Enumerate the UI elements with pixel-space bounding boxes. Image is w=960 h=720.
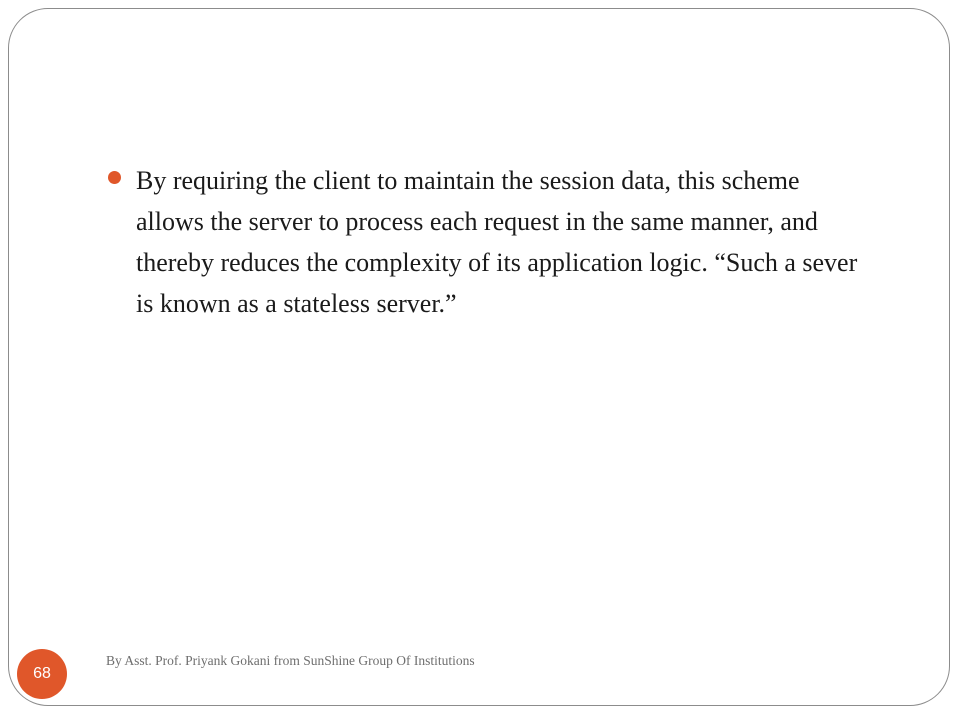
footer-credit: By Asst. Prof. Priyank Gokani from SunShine Group Of Institutions (106, 653, 475, 668)
bullet-icon (108, 171, 121, 184)
bullet-item (108, 160, 868, 324)
page-number: 68 (33, 665, 51, 682)
page-number-badge (17, 649, 67, 699)
slide-content (108, 160, 868, 324)
slide-frame (8, 8, 950, 706)
bullet-text: By requiring the client to maintain the session data, this scheme allows the server to process each request in the same manner, and thereby reduces the complexity of its application logic. “Such a sever is known as a stateless server.” (136, 166, 858, 318)
